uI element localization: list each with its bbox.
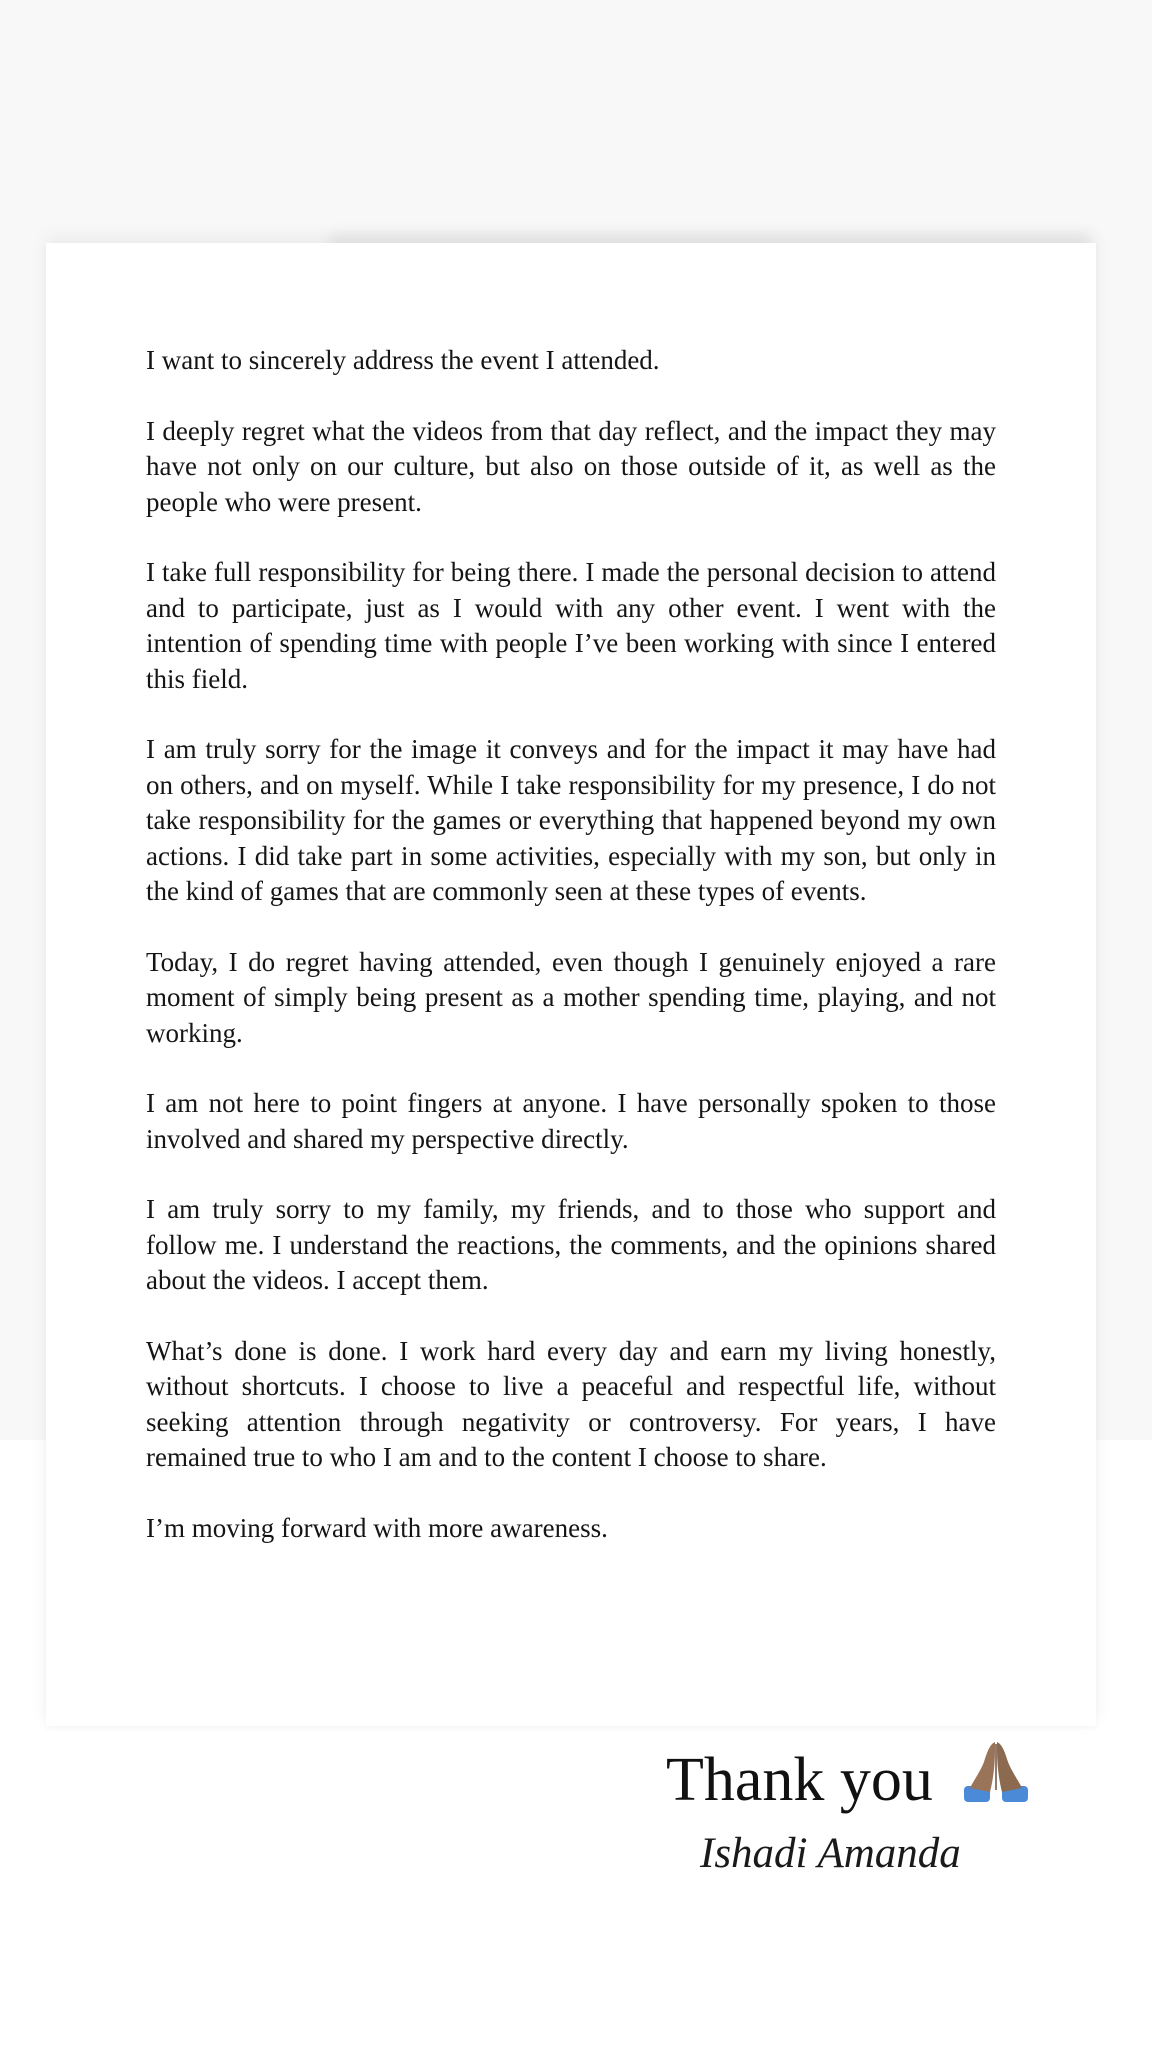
thank-you-heading [666,1740,1032,1824]
letter-paragraph-2: I deeply regret what the videos from that day reflect, and the impact they may have not only on our culture, but also on those outside of it, as well as the people who were present. [146,415,996,517]
signature: Ishadi Amanda [700,1830,961,1877]
letter-paragraph-4: I am truly sorry for the image it conveys and for the impact it may have had on others, and on myself. While I take responsibility for my presence, I do not take responsibility for the games or everything that happened beyond my own actions. I did take part in some activities, especially with my son, but only in the kind of games that are commonly seen at these types of events. [146,734,996,906]
letter-paragraph-6: I am not here to point fingers at anyone. I have personally spoken to those involved and shared my perspective directly. [146,1088,996,1154]
letter-paragraph-7: I am truly sorry to my family, my friends, and to those who support and follow me. I understand the reactions, the comments, and the opinions shared about the videos. I accept them. [146,1194,996,1295]
letter-paragraph-8: What’s done is done. I work hard every day and earn my living honestly, without shortcuts. I choose to live a peaceful and respectful life, without seeking attention through negativity or controversy. For years, I have remained true to who I am and to the content I choose to share. [146,1335,996,1472]
letter-paragraph-3: I take full responsibility for being there. I made the personal decision to attend and to participate, just as I would with any other event. I went with the intention of spending time with people I’ve been working with since I entered this field. [146,557,996,694]
letter-paragraph-5: Today, I do regret having attended, even though I genuinely enjoyed a rare moment of simply being present as a mother spending time, playing, and not working. [146,946,996,1048]
letter-paragraph-1: I want to sincerely address the event I attended. [146,345,660,375]
letter-paragraph-9: I’m moving forward with more awareness. [146,1512,608,1543]
letter-body [146,343,996,1581]
thank-you-text: Thank you [666,1746,933,1814]
folded-hands-icon [960,1740,1032,1824]
